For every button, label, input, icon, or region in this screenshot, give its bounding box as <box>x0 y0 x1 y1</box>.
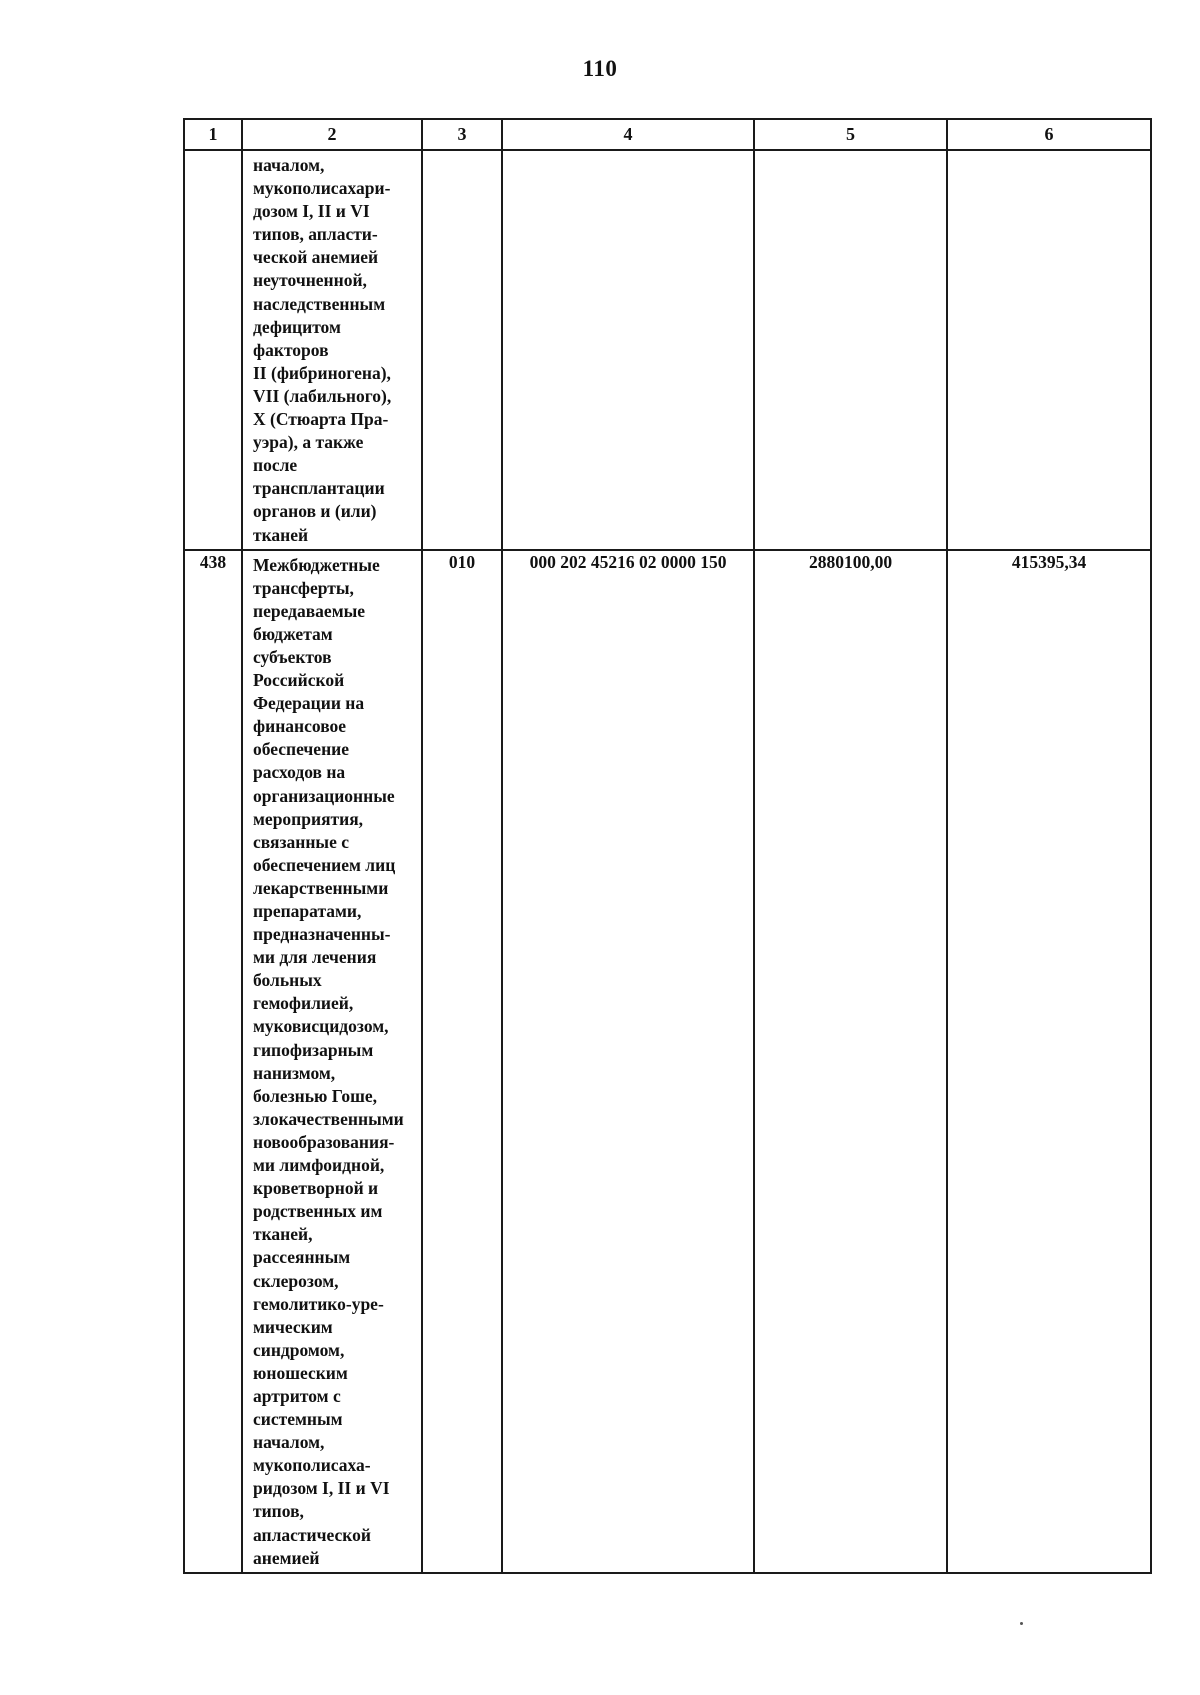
row-number-cell <box>184 150 242 550</box>
text-line: родственных им <box>253 1201 383 1222</box>
page-number: 110 <box>582 56 618 81</box>
header-cell-5: 5 <box>754 119 947 150</box>
budget-code-cell: 000 202 45216 02 0000 150 <box>502 550 754 1573</box>
text-line: склерозом, <box>253 1270 339 1291</box>
text-line: организационные <box>253 785 395 806</box>
text-line: X (Стюарта Пра- <box>253 409 389 430</box>
text-line: ческой анемией <box>253 247 379 268</box>
text-line: Российской <box>253 670 345 691</box>
text-line: трансплантации <box>253 478 385 499</box>
text-line: препаратами, <box>253 901 362 921</box>
text-line: мероприятия, <box>253 808 364 829</box>
description-text <box>243 151 421 549</box>
text-line: предназначенны- <box>253 924 391 945</box>
text-line: VII (лабильного), <box>253 385 392 406</box>
text-line: обеспечением лиц <box>253 854 396 875</box>
text-line: артритом с <box>253 1385 341 1406</box>
header-cell-6: 6 <box>947 119 1151 150</box>
table-row-continued <box>184 150 1151 550</box>
code-cell <box>422 150 502 550</box>
text-line: апластической <box>253 1524 371 1545</box>
text-line: больных <box>253 970 322 991</box>
text-line: лекарственными <box>253 877 389 898</box>
table-row-438 <box>184 550 1151 1573</box>
text-line: гемолитико-уре- <box>253 1293 384 1314</box>
text-line: финансовое <box>253 716 347 737</box>
description-cell <box>242 550 422 1573</box>
description-text <box>243 551 421 1572</box>
text-line: уэра), а также <box>253 432 364 453</box>
text-line: после <box>253 455 298 476</box>
header-cell-4: 4 <box>502 119 754 150</box>
budget-table <box>183 118 1152 1574</box>
text-line: кроветворной и <box>253 1178 379 1199</box>
text-line: ридозом I, II и VI <box>253 1478 390 1499</box>
text-line: мукополисаха- <box>253 1455 371 1476</box>
text-line: системным <box>253 1409 343 1430</box>
text-line: II (фибриногена), <box>253 362 391 383</box>
row-number-cell: 438 <box>184 550 242 1573</box>
text-line: связанные с <box>253 831 349 852</box>
header-cell-2: 2 <box>242 119 422 150</box>
budget-code-cell <box>502 150 754 550</box>
text-line: неуточненной, <box>253 270 367 291</box>
text-line: Федерации на <box>253 693 365 714</box>
planned-amount-cell <box>754 150 947 550</box>
text-line: типов, апласти- <box>253 224 378 245</box>
text-line: дозом I, II и VI <box>253 201 370 222</box>
text-line: мукополисахари- <box>253 178 391 199</box>
text-line: органов и (или) <box>253 501 377 522</box>
text-line: факторов <box>253 339 329 360</box>
text-line: тканей, <box>253 1224 313 1245</box>
text-line: расходов на <box>253 762 346 783</box>
text-line: трансферты, <box>253 577 354 598</box>
text-line: ми лимфоидной, <box>253 1155 385 1176</box>
text-line: началом, <box>253 155 325 175</box>
text-line: синдромом, <box>253 1339 345 1360</box>
code-cell: 010 <box>422 550 502 1573</box>
text-line: анемией <box>253 1547 320 1568</box>
text-line: злокачественными <box>253 1108 404 1129</box>
header-cell-1: 1 <box>184 119 242 150</box>
planned-amount-cell: 2880100,00 <box>754 550 947 1573</box>
executed-amount-cell <box>947 150 1151 550</box>
table-header-row <box>184 119 1151 150</box>
description-cell <box>242 150 422 550</box>
text-line: передаваемые <box>253 600 366 621</box>
text-line: ми для лечения <box>253 947 377 968</box>
text-line: рассеянным <box>253 1247 351 1268</box>
text-line: нанизмом, <box>253 1062 336 1083</box>
text-line: бюджетам <box>253 623 333 644</box>
text-line: болезнью Гоше, <box>253 1085 378 1106</box>
text-line: Межбюджетные <box>253 554 380 575</box>
text-line: гемофилией, <box>253 993 354 1014</box>
text-line: юношеским <box>253 1362 348 1383</box>
text-line: мическим <box>253 1316 333 1337</box>
text-line: новообразования- <box>253 1131 395 1152</box>
text-line: началом, <box>253 1432 325 1453</box>
text-line: дефицитом <box>253 316 341 337</box>
text-line: типов, <box>253 1501 304 1522</box>
text-line: тканей <box>253 524 309 545</box>
text-line: наследственным <box>253 293 386 314</box>
header-cell-3: 3 <box>422 119 502 150</box>
text-line: субъектов <box>253 646 332 667</box>
executed-amount-cell: 415395,34 <box>947 550 1151 1573</box>
text-line: муковисцидозом, <box>253 1016 389 1037</box>
text-line: гипофизарным <box>253 1039 374 1060</box>
text-line: обеспечение <box>253 739 350 760</box>
scan-speck <box>1020 1622 1023 1625</box>
